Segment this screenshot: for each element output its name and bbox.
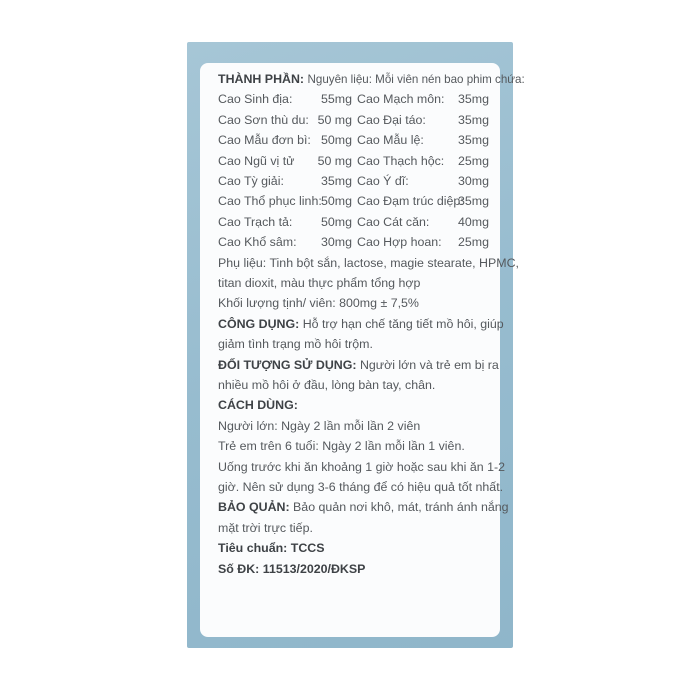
- uses-text-1: Hỗ trợ hạn chế tăng tiết mồ hôi, giúp: [302, 316, 504, 331]
- ingredient-dose: 30mg: [321, 235, 352, 250]
- ingredient-dose: 40mg: [458, 214, 489, 229]
- uses-text-2: giảm tình trạng mồ hôi trộm.: [218, 337, 373, 352]
- ingredient-dose: 35mg: [321, 173, 352, 188]
- excipients-line-1: Phụ liệu: Tinh bột sắn, lactose, magie stearate, HPMC,: [218, 255, 519, 270]
- target-text-2: nhiều mồ hôi ở đầu, lòng bàn tay, chân.: [218, 377, 436, 392]
- dosage-text-4: giờ. Nên sử dụng 3-6 tháng để có hiệu quả tốt nhất.: [218, 479, 504, 494]
- ingredient-name: Cao Khổ sâm:: [218, 235, 297, 250]
- ingredient-name: Cao Đạm trúc diệp:: [357, 194, 464, 209]
- ingredient-row: [218, 232, 492, 252]
- ingredient-name: Cao Ý dĩ:: [357, 173, 409, 188]
- target-text-1: Người lớn và trẻ em bị ra: [359, 357, 499, 372]
- ingredient-name: Cao Ngũ vị tử: [218, 153, 295, 168]
- ingredient-row: [218, 191, 492, 211]
- dosage-heading: CÁCH DÙNG:: [218, 398, 298, 413]
- dosage-children: Trẻ em trên 6 tuổi: Ngày 2 lần mỗi lần 1 viên.: [218, 439, 465, 454]
- storage-row-1: [218, 497, 509, 517]
- ingredient-name: Cao Sinh địa:: [218, 92, 293, 107]
- ingredient-dose: 50 mg: [317, 112, 352, 127]
- ingredient-row: [218, 212, 492, 232]
- ingredient-name: Cao Cát căn:: [357, 214, 430, 229]
- composition-intro: Nguyên liệu: Mỗi viên nén bao phim chứa:: [307, 73, 525, 86]
- ingredient-row: [218, 171, 492, 191]
- ingredient-dose: 35mg: [458, 133, 489, 148]
- uses-row-1: [218, 314, 504, 334]
- target-heading: ĐỐI TƯỢNG SỬ DỤNG:: [218, 357, 357, 372]
- ingredient-name: Cao Thạch hộc:: [357, 153, 445, 168]
- ingredient-name: Cao Đại táo:: [357, 112, 426, 127]
- ingredient-row: [218, 89, 492, 109]
- ingredient-name: Cao Sơn thù du:: [218, 112, 309, 127]
- ingredient-dose: 50mg: [321, 214, 352, 229]
- uses-heading: CÔNG DỤNG:: [218, 316, 300, 331]
- ingredient-dose: 25mg: [458, 235, 489, 250]
- storage-text-1: Bảo quản nơi khô, mát, tránh ánh nắng: [293, 500, 509, 515]
- product-label: [200, 63, 525, 637]
- ingredient-name: Cao Tỳ giải:: [218, 173, 284, 188]
- ingredient-dose: 50mg: [321, 133, 352, 148]
- ingredient-row: [218, 151, 492, 171]
- ingredient-list: [218, 89, 492, 252]
- ingredient-name: Cao Thổ phục linh:: [218, 194, 322, 209]
- ingredient-dose: 35mg: [458, 194, 489, 209]
- composition-heading-row: [218, 69, 525, 89]
- dosage-text-3: Uống trước khi ăn khoảng 1 giờ hoặc sau khi ăn 1-2: [218, 459, 505, 474]
- standard-line: Tiêu chuẩn: TCCS: [218, 541, 325, 556]
- ingredient-name: Cao Mạch môn:: [357, 92, 445, 107]
- ingredient-dose: 25mg: [458, 153, 489, 168]
- net-weight: Khối lượng tịnh/ viên: 800mg ± 7,5%: [218, 296, 419, 311]
- ingredient-dose: 30mg: [458, 173, 489, 188]
- ingredient-name: Cao Hợp hoan:: [357, 235, 442, 250]
- ingredient-dose: 35mg: [458, 112, 489, 127]
- excipients-line-2: titan dioxit, màu thực phẩm tổng hợp: [218, 275, 421, 290]
- target-row-1: [218, 355, 499, 375]
- registration-number: Số ĐK: 11513/2020/ĐKSP: [218, 561, 366, 576]
- ingredient-dose: 50 mg: [317, 153, 352, 168]
- ingredient-dose: 55mg: [321, 92, 352, 107]
- dosage-adults: Người lớn: Ngày 2 lần mỗi lần 2 viên: [218, 418, 421, 433]
- ingredient-name: Cao Trạch tả:: [218, 214, 293, 229]
- ingredient-name: Cao Mẫu lệ:: [357, 133, 424, 148]
- composition-heading: THÀNH PHẦN:: [218, 72, 305, 86]
- ingredient-row: [218, 130, 492, 150]
- ingredient-dose: 35mg: [458, 92, 489, 107]
- storage-heading: BẢO QUẢN:: [218, 500, 290, 515]
- storage-text-2: mặt trời trực tiếp.: [218, 520, 313, 535]
- ingredient-row: [218, 110, 492, 130]
- ingredient-dose: 50mg: [321, 194, 352, 209]
- ingredient-name: Cao Mẫu đơn bì:: [218, 133, 311, 148]
